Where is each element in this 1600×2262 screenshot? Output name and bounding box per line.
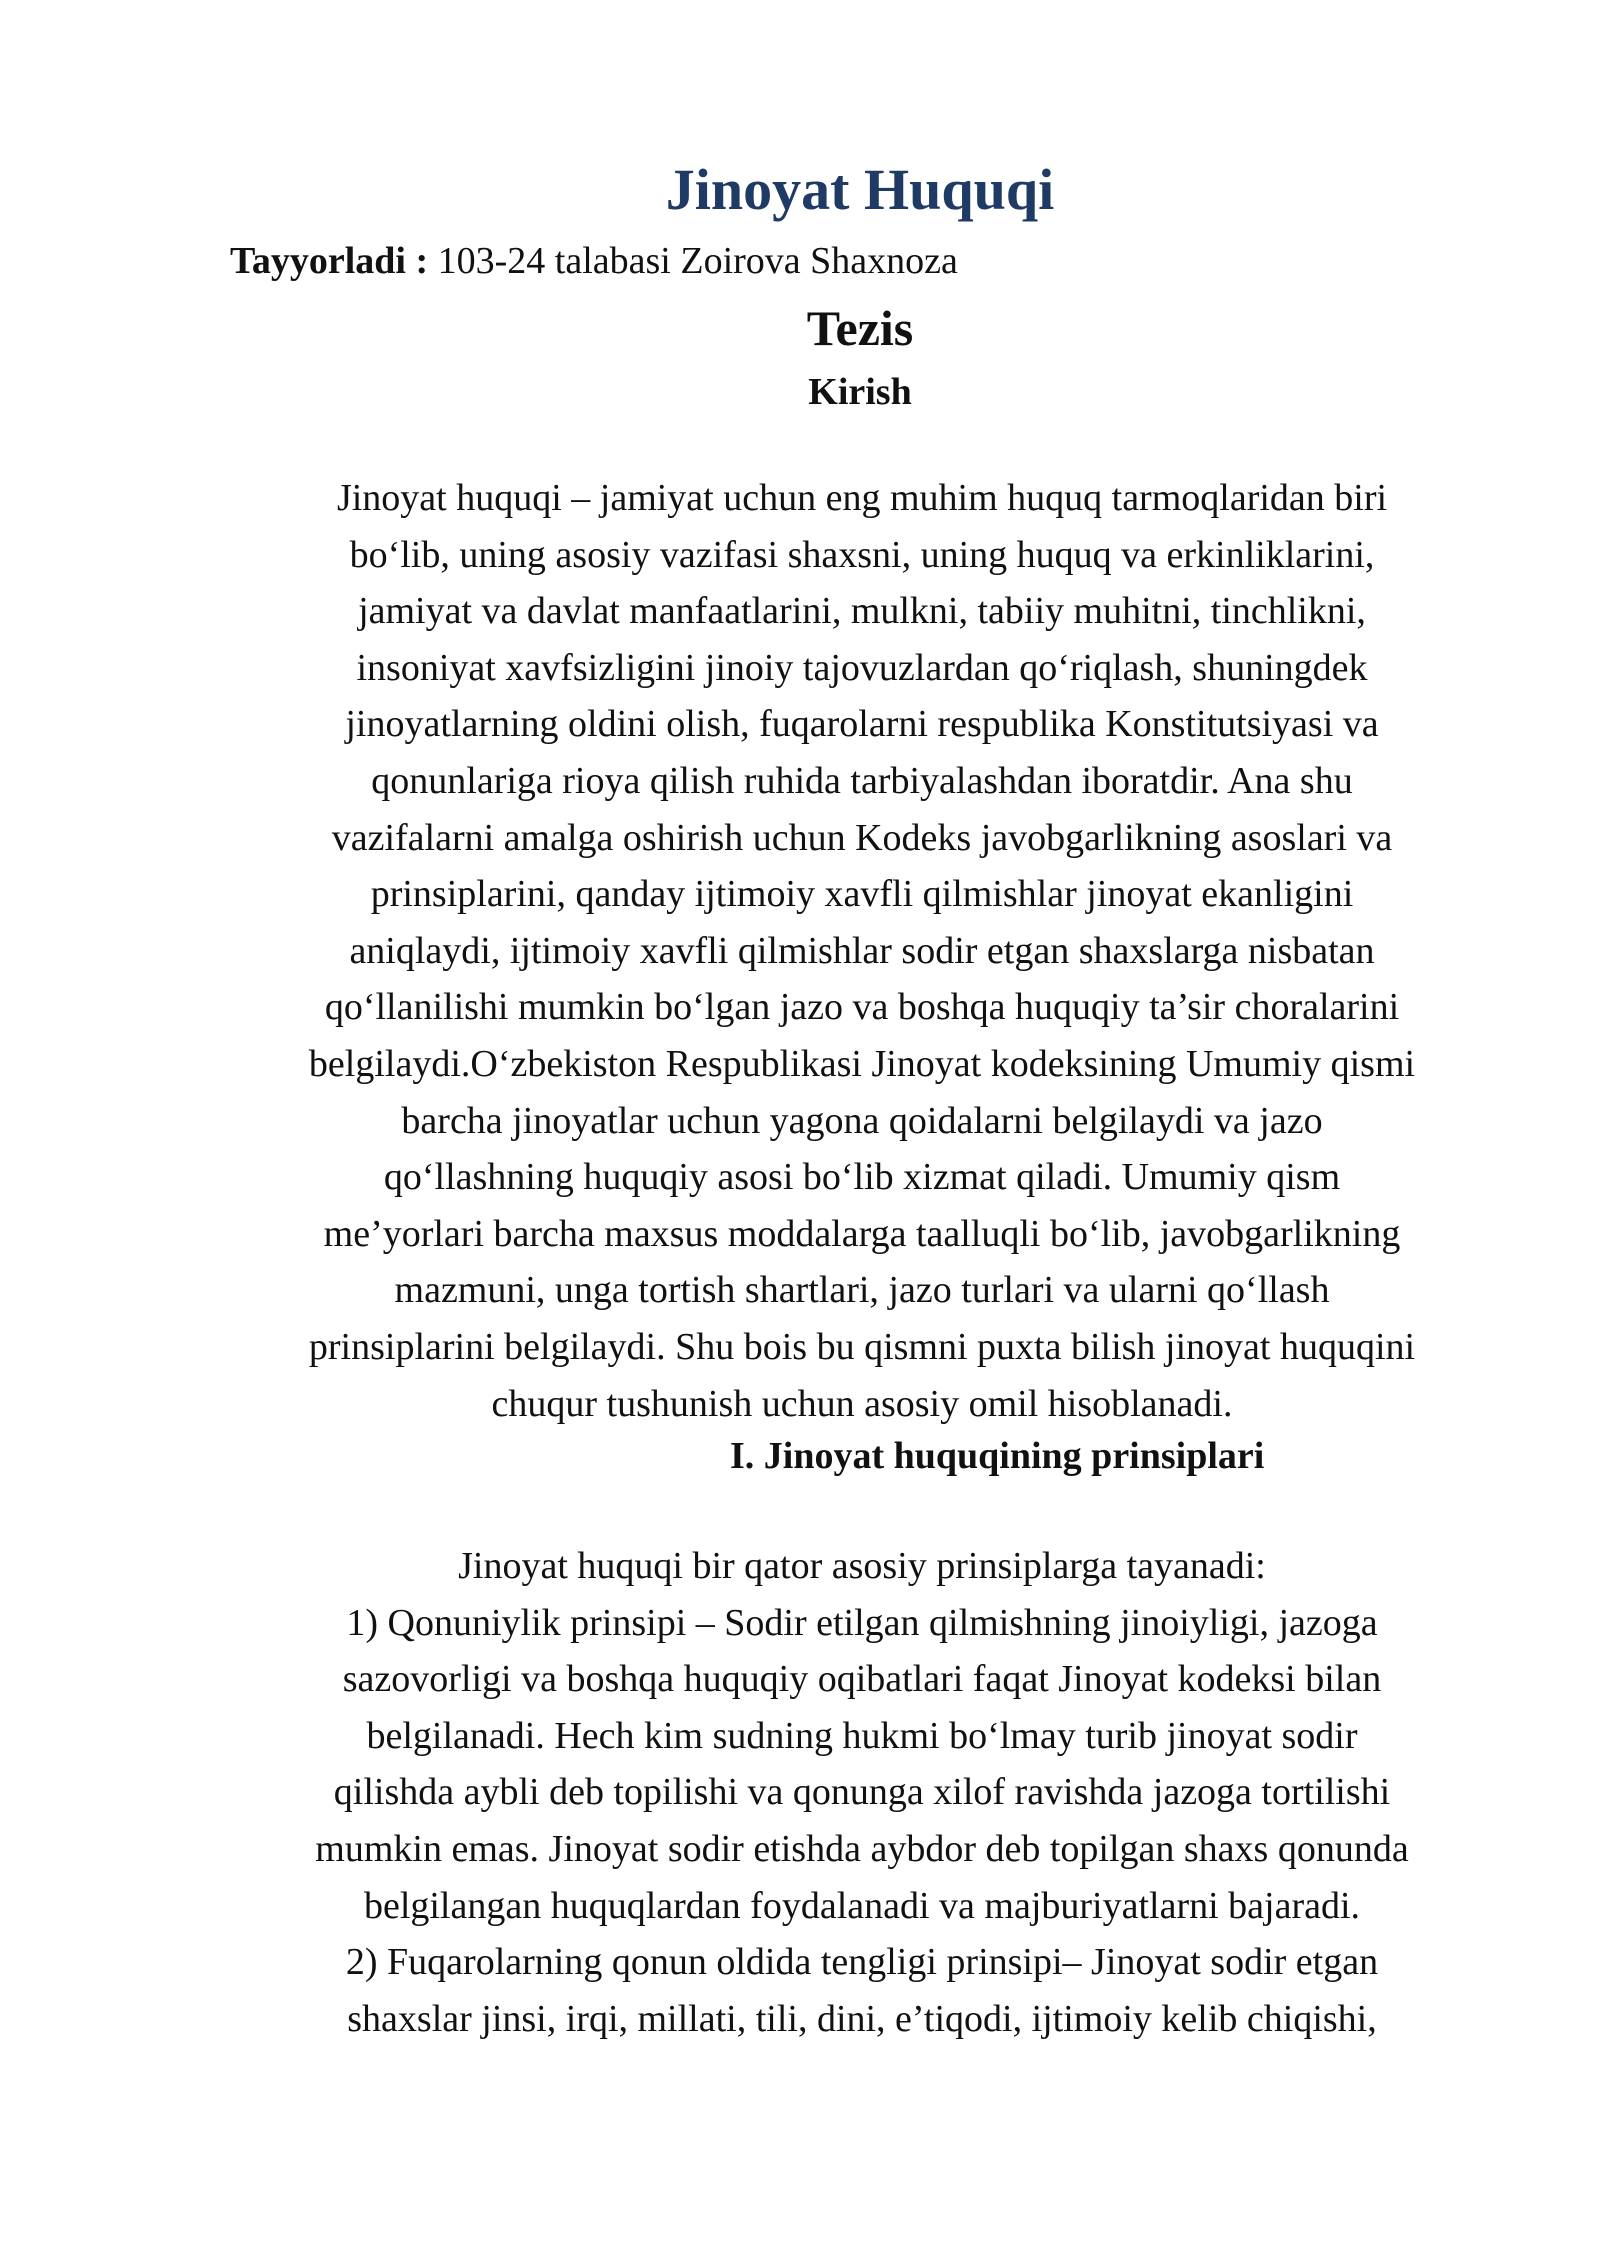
intro-line: chuqur tushunish uchun asosiy omil hisoblanadi. xyxy=(491,1382,1233,1425)
principles-line: Jinoyat huquqi bir qator asosiy prinsiplarga tayanadi: xyxy=(458,1545,1266,1587)
principles-line: belgilangan huquqlardan foydalanadi va majburiyatlarni bajaradi. xyxy=(363,1884,1361,1927)
intro-line: insoniyat xavfsizligini jinoiy tajovuzlardan qo‘riqlash, shuningdek xyxy=(356,646,1368,689)
intro-line: prinsiplarini, qanday ijtimoiy xavfli qilmishlar jinoyat ekanligini xyxy=(370,873,1354,916)
intro-line: qo‘llashning huquqiy asosi bo‘lib xizmat qiladi. Umumiy qism xyxy=(383,1156,1341,1199)
intro-line: jamiyat va davlat manfaatlarini, mulkni, tabiiy muhitni, tinchlikni, xyxy=(358,590,1366,633)
heading-kirish: Kirish xyxy=(808,371,912,413)
principles-line: 1) Qonuniylik prinsipi – Sodir etilgan qilmishning jinoiyligi, jazoga xyxy=(346,1601,1378,1644)
intro-line: prinsiplarini belgilaydi. Shu bois bu qismni puxta bilish jinoyat huquqini xyxy=(308,1325,1416,1368)
intro-line: Jinoyat huquqi – jamiyat uchun eng muhim huquq tarmoqlaridan biri xyxy=(336,477,1388,519)
author-line xyxy=(230,233,958,289)
principles-paragraph xyxy=(232,1538,1492,2047)
intro-line: jinoyatlarning oldini olish, fuqarolarni respublika Konstitutsiyasi va xyxy=(345,703,1379,746)
principles-line: qilishda aybli deb topilishi va qonunga xilof ravishda jazoga tortilishi xyxy=(333,1771,1391,1814)
intro-line: mazmuni, unga tortish shartlari, jazo turlari va ularni qo‘llash xyxy=(394,1269,1330,1312)
intro-line: belgilaydi.O‘zbekiston Respublikasi Jinoyat kodeksining Umumiy qismi xyxy=(308,1042,1416,1085)
principles-line: shaxslar jinsi, irqi, millati, tili, dini, e’tiqodi, ijtimoiy kelib chiqishi, xyxy=(347,1997,1377,2040)
intro-line: me’yorlari barcha maxsus moddalarga taalluqli bo‘lib, javobgarlikning xyxy=(323,1212,1401,1255)
intro-line: qo‘llanilishi mumkin bo‘lgan jazo va boshqa huquqiy ta’sir choralarini xyxy=(324,986,1400,1029)
intro-line: bo‘lib, uning asosiy vazifasi shaxsni, uning huquq va erkinliklarini, xyxy=(349,533,1375,576)
heading-tezis: Tezis xyxy=(806,300,914,356)
intro-line: aniqlaydi, ijtimoiy xavfli qilmishlar sodir etgan shaxslarga nisbatan xyxy=(349,929,1375,972)
intro-line: vazifalarni amalga oshirish uchun Kodeks javobgarlikning asoslari va xyxy=(331,816,1393,859)
intro-line: barcha jinoyatlar uchun yagona qoidalarni belgilaydi va jazo xyxy=(401,1099,1323,1142)
principles-line: belgilanadi. Hech kim sudning hukmi bo‘lmay turib jinoyat sodir xyxy=(366,1714,1358,1757)
author-text: 103-24 talabasi Zoirova Shaxnoza xyxy=(428,240,958,282)
principles-line: mumkin emas. Jinoyat sodir etishda aybdor deb topilgan shaxs qonunda xyxy=(315,1827,1409,1870)
section-heading-principles: I. Jinoyat huquqining prinsiplari xyxy=(730,1435,1265,1477)
intro-paragraph xyxy=(232,470,1492,1432)
document-title: Jinoyat Huquqi xyxy=(665,157,1055,222)
principles-line: sazovorligi va boshqa huquqiy oqibatlari faqat Jinoyat kodeksi bilan xyxy=(342,1658,1382,1701)
intro-line: qonunlariga rioya qilish ruhida tarbiyalashdan iboratdir. Ana shu xyxy=(371,759,1353,802)
principles-line: 2) Fuqarolarning qonun oldida tengligi prinsipi– Jinoyat sodir etgan xyxy=(345,1941,1379,1984)
author-label: Tayyorladi : xyxy=(230,240,429,282)
